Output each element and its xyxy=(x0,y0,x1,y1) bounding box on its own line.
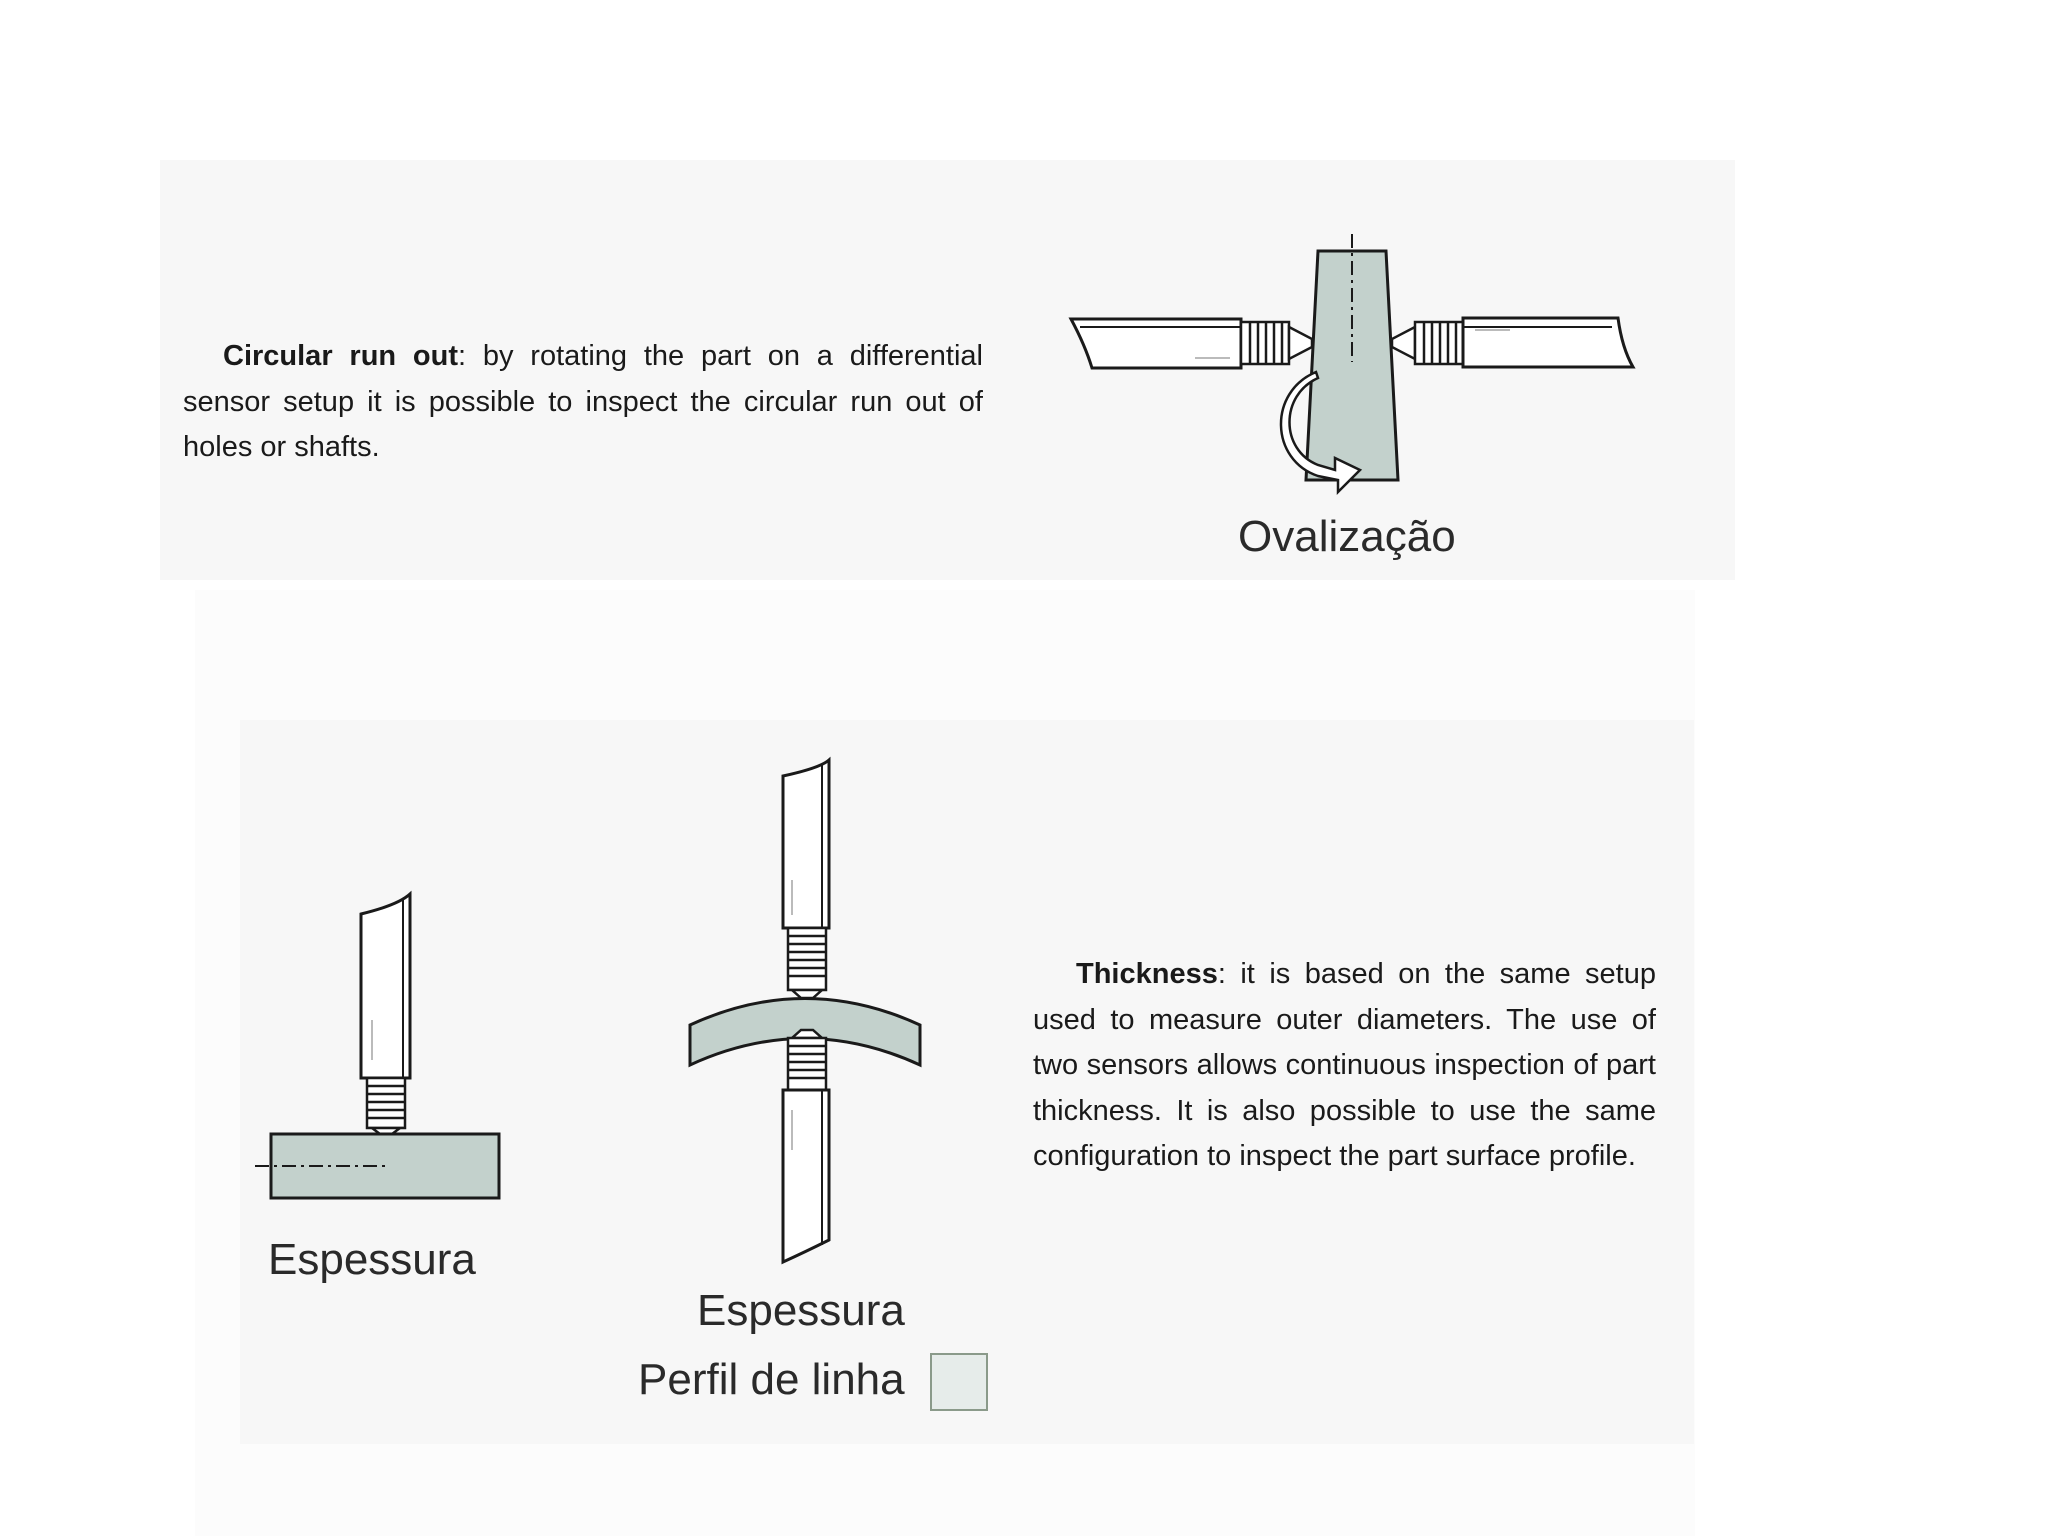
runout-figure-caption: Ovalização xyxy=(1238,512,1456,561)
line-profile-symbol-icon xyxy=(930,1353,988,1411)
thickness-left-caption: Espessura xyxy=(268,1235,476,1284)
thickness-right-caption: Espessura xyxy=(697,1286,905,1335)
right-probe-threads xyxy=(1392,322,1463,364)
runout-diagram xyxy=(1071,234,1633,492)
runout-term: Circular run out xyxy=(223,340,459,372)
line-profile-caption: Perfil de linha xyxy=(638,1355,905,1404)
runout-description: : by rotating the part on a differential sensor setup it is possible to inspect the circular run out of holes or shafts. xyxy=(183,340,984,463)
left-probe-threads xyxy=(1241,322,1312,364)
thickness-term: Thickness xyxy=(1076,958,1218,990)
thickness-dual-sensor-diagram xyxy=(690,760,920,1262)
thickness-description: : it is based on the same setup used to measure outer diameters. The use of two sensors allows continuous inspection of part thickness. It is also possible to use the same configuration to inspect the part surface profile. xyxy=(1033,958,1656,1172)
runout-part xyxy=(1306,251,1398,480)
thickness-single-sensor-diagram xyxy=(255,894,499,1198)
right-probe-body xyxy=(1463,318,1633,367)
sensor-threads xyxy=(367,1078,405,1134)
